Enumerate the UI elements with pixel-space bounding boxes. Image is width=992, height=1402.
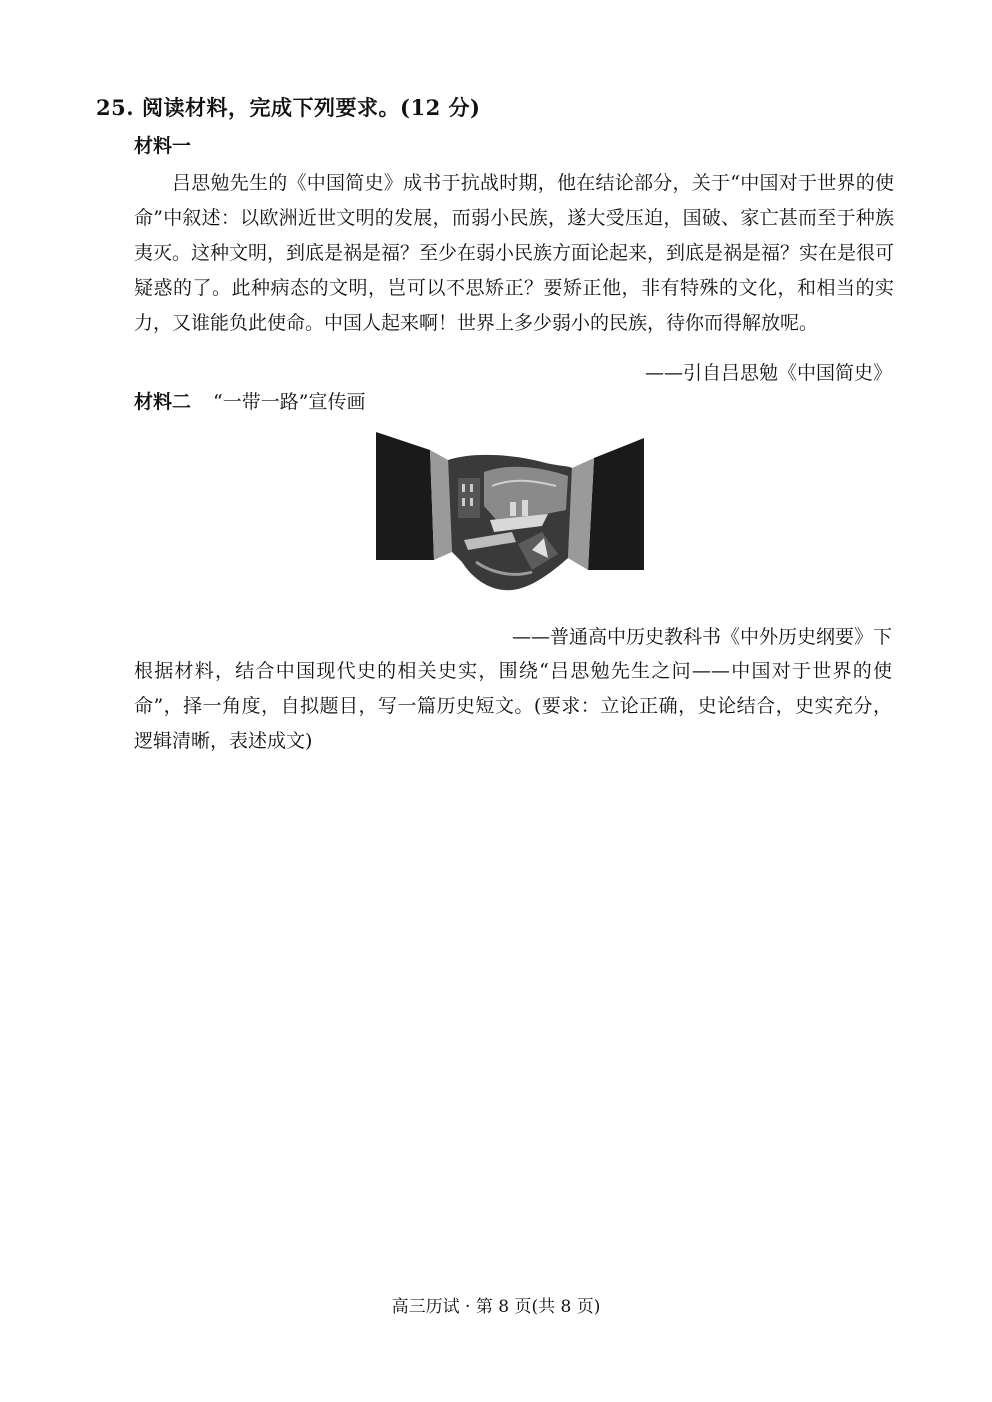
question-header [96,92,480,122]
question-number: 25. [96,95,135,120]
handshake-poster-icon [372,402,648,592]
left-sleeve [376,432,434,560]
collage-building [458,478,480,518]
material2-caption: “一带一路”宣传画 [213,391,366,413]
question-prompt: 阅读材料，完成下列要求。(12 分) [142,95,481,120]
material2-source: ——普通高中历史教科书《中外历史纲要》下 [511,626,892,648]
page-footer: 高三历试 · 第 8 页(共 8 页) [391,1297,601,1317]
material2-header [134,387,365,414]
material1-source: ——引自吕思勉《中国简史》 [644,362,892,384]
material2-label: 材料二 [134,391,192,413]
material1-text: 吕思勉先生的《中国简史》成书于抗战时期，他在结论部分，关于“中国对于世界的使命”中叙述：以欧洲近世文明的发展，而弱小民族，遂大受压迫，国破、家亡甚而至于种族夷灭。这种文明，到底是祸是福？至少在弱小民族方面论起来，到底是祸是福？实在是很可疑惑的了。此种病态的文明，岂可以不思矫正？要矫正他，非有特殊的文化，和相当的实力，又谁能负此使命。中国人起来啊！世界上多少弱小的民族，待你而得解放呢。 [134,172,895,334]
right-sleeve [588,438,644,570]
task-text: 根据材料，结合中国现代史的相关史实，围绕“吕思勉先生之问——中国对于世界的使命”，择一角度，自拟题目，写一篇历史短文。(要求：立论正确，史论结合，史实充分，逻辑清晰，表述成文) [134,660,892,752]
material1-label: 材料一 [134,135,192,157]
